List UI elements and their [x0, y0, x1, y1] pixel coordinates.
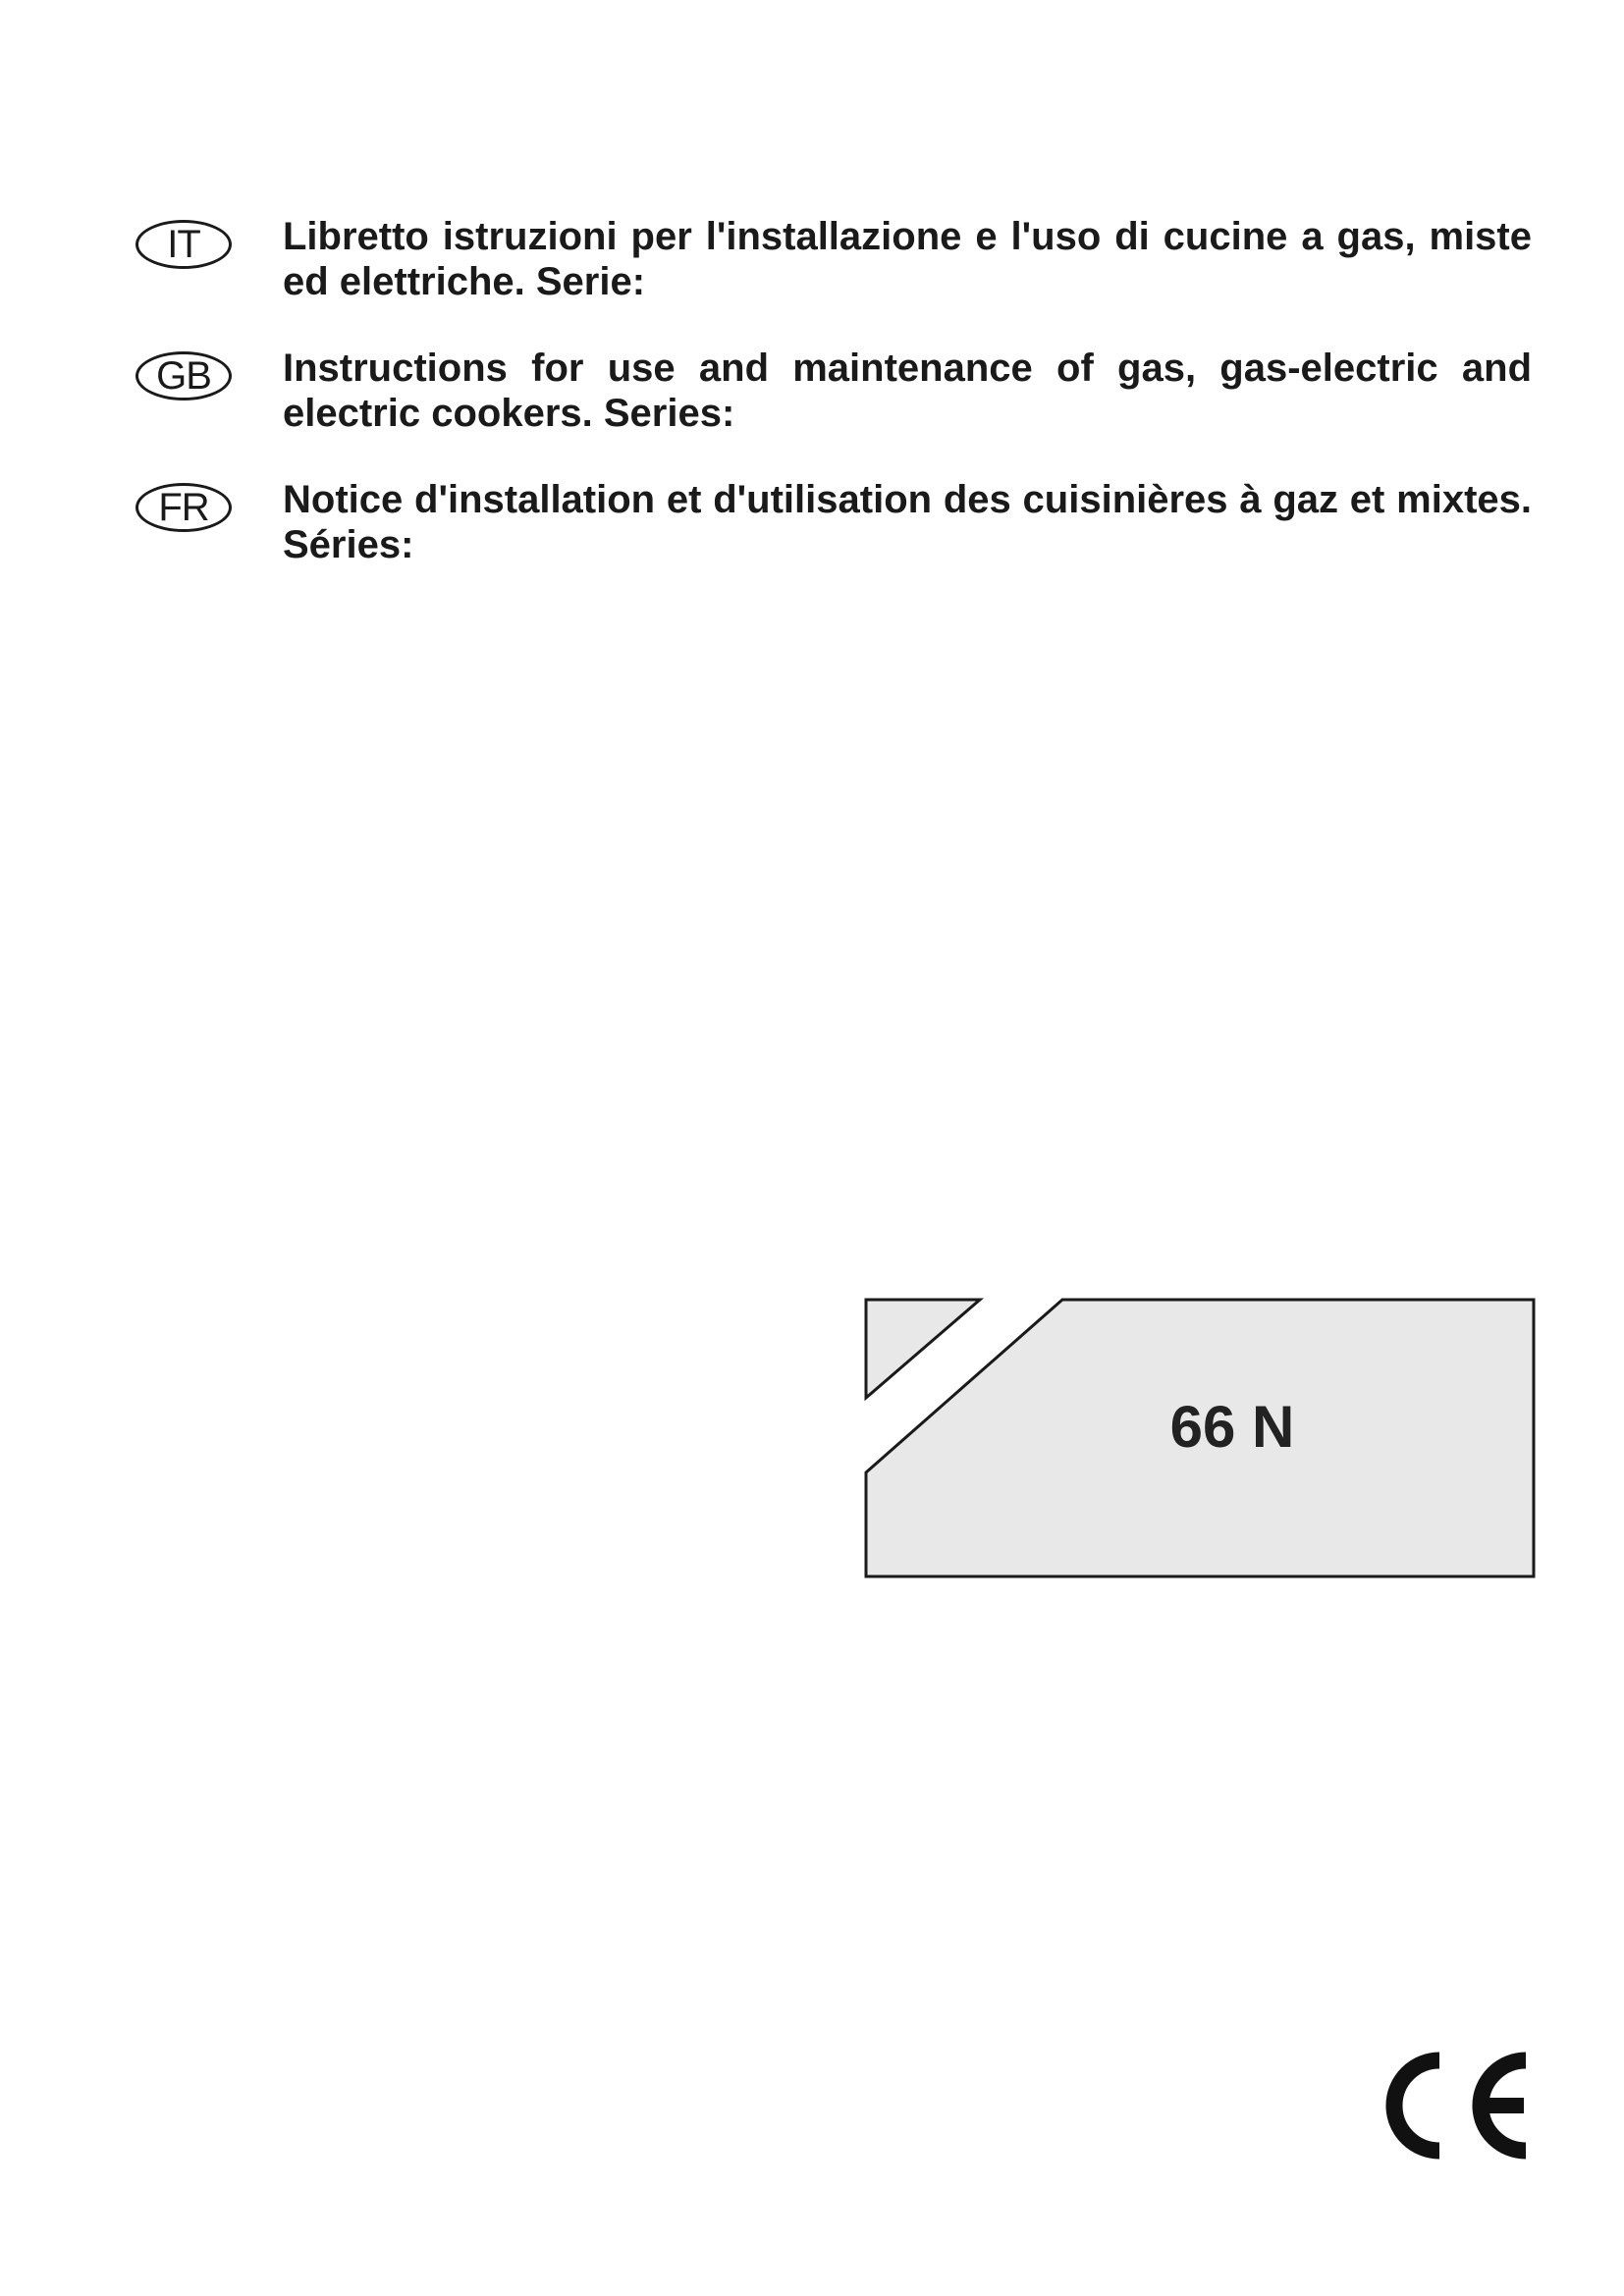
- model-label: 66 N: [1169, 1394, 1295, 1460]
- model-panel: [864, 1298, 1536, 1578]
- model-panel-corner: [866, 1300, 980, 1398]
- language-section-it: [135, 214, 1534, 312]
- language-badge-it: IT: [135, 220, 232, 269]
- language-section-fr: [135, 477, 1534, 575]
- ce-mark-svg: [1377, 2047, 1534, 2164]
- language-badge-gb: GB: [135, 351, 232, 400]
- language-section-gb: [135, 346, 1534, 444]
- language-badge-fr: FR: [135, 483, 232, 532]
- language-title-it: Libretto istruzioni per l'installazione e l'uso di cucine a gas, miste ed elettriche. Serie:: [283, 215, 1532, 303]
- language-title-fr: Notice d'installation et d'utilisation des cuisinières à gaz et mixtes. Séries:: [283, 478, 1532, 566]
- ce-mark-icon: [1377, 2047, 1534, 2169]
- language-title-gb: Instructions for use and maintenance of gas, gas-electric and electric cookers. Series:: [283, 347, 1532, 435]
